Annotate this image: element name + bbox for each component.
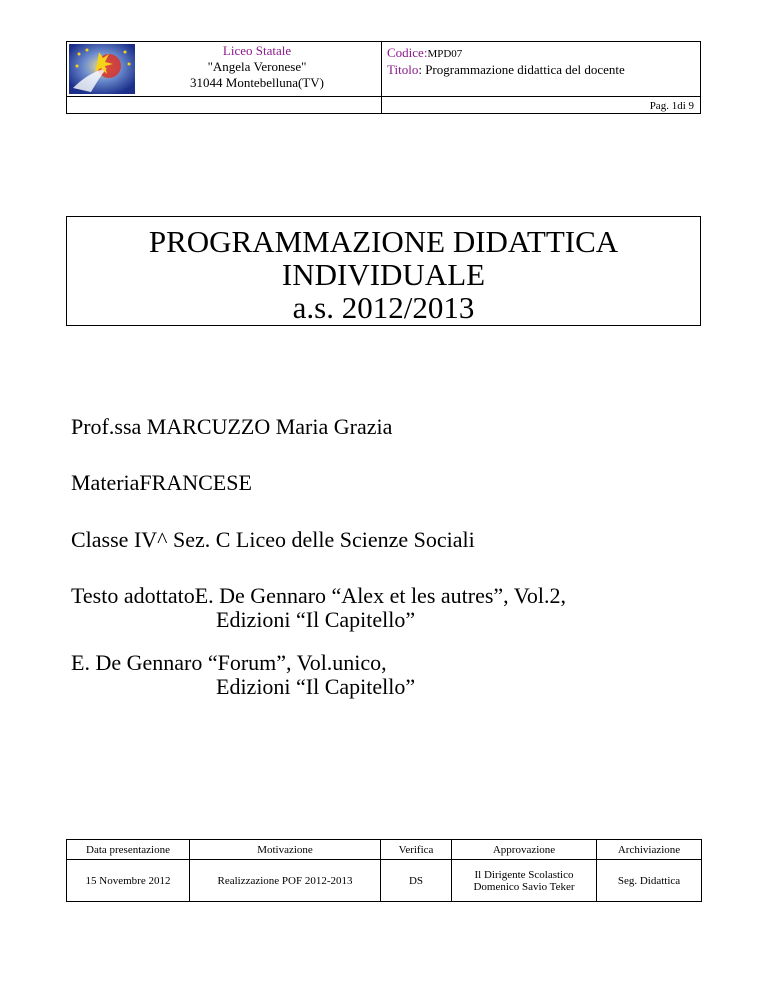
title-line-3: a.s. 2012/2013 [292, 290, 475, 325]
code-value: MPD07 [427, 48, 463, 60]
textbook2-line-1: E. De Gennaro “Forum”, Vol.unico, [71, 650, 387, 675]
school-address: 31044 Montebelluna(TV) [190, 75, 324, 90]
code-label: Codice: [387, 45, 428, 60]
subject-line: MateriaFRANCESE [71, 470, 252, 495]
approval-name: Domenico Savio Teker [473, 880, 575, 893]
value-motivation: Realizzazione POF 2012-2013 [190, 860, 381, 902]
title-value: : Programmazione didattica del docente [418, 62, 625, 77]
document-header [66, 41, 701, 114]
approval-table [66, 839, 702, 902]
value-date: 15 Novembre 2012 [67, 860, 190, 902]
title-box [66, 216, 701, 326]
header-divider [381, 42, 382, 113]
header-date: Data presentazione [67, 840, 190, 860]
school-subname: "Angela Veronese" [207, 59, 307, 74]
header-verification: Verifica [381, 840, 452, 860]
header-motivation: Motivazione [190, 840, 381, 860]
header-archive: Archiviazione [597, 840, 702, 860]
header-divider [67, 96, 381, 97]
document-code [387, 45, 625, 78]
value-approval [452, 860, 597, 902]
title-line-1: PROGRAMMAZIONE DIDATTICA [148, 224, 619, 259]
title-line-2: INDIVIDUALE [281, 257, 486, 292]
school-name: Liceo Statale [222, 43, 292, 58]
header-divider [381, 96, 700, 97]
title-label: Titolo [387, 62, 419, 77]
header-approval: Approvazione [452, 840, 597, 860]
class-line: Classe IV^ Sez. C Liceo delle Scienze Sociali [71, 527, 475, 552]
school-info [137, 43, 377, 91]
value-archive: Seg. Didattica [597, 860, 702, 902]
approval-role: Il Dirigente Scolastico [474, 868, 574, 881]
teacher-line: Prof.ssa MARCUZZO Maria Grazia [71, 414, 393, 439]
value-verification: DS [381, 860, 452, 902]
textbook-line-2: Edizioni “Il Capitello” [216, 607, 416, 632]
page-number: Pag. 1di 9 [649, 100, 694, 112]
textbook2-line-2: Edizioni “Il Capitello” [216, 674, 416, 699]
school-logo-icon [69, 44, 135, 94]
textbook-line-1: Testo adottatoE. De Gennaro “Alex et les autres”, Vol.2, [71, 583, 566, 608]
